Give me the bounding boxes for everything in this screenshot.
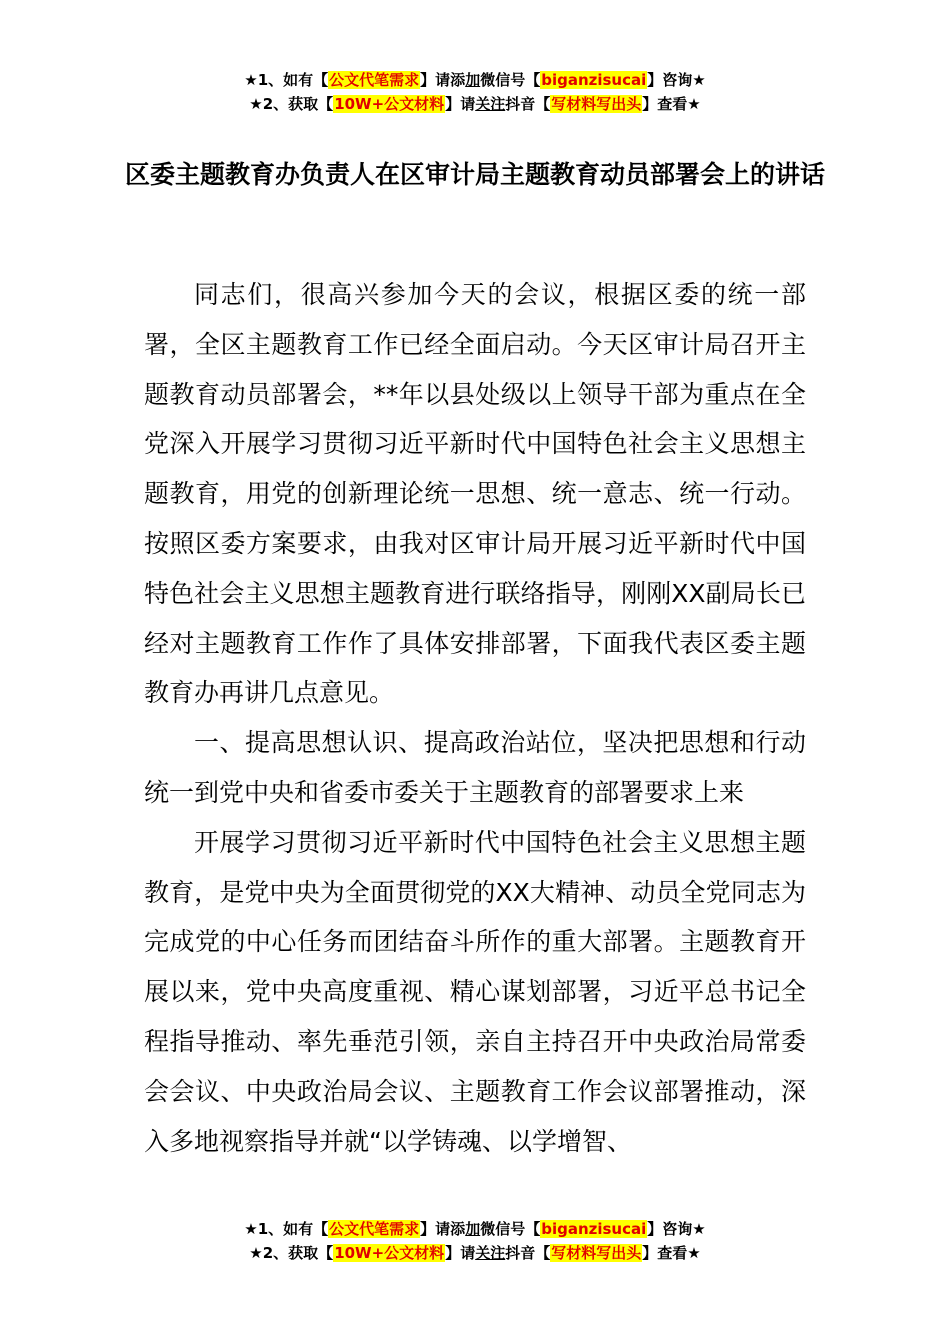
footer-line-2-prefix: ★2、获取【 — [249, 1244, 334, 1262]
footer-line-1-prefix: ★1、如有【 — [244, 1220, 329, 1238]
footer-line-2-highlight-materials: 10W+公文材料 — [334, 1244, 445, 1262]
footer-banner — [0, 1217, 950, 1265]
banner-line-2 — [0, 92, 950, 116]
banner-line-1-highlight-service: 公文代笔需求 — [329, 71, 420, 89]
footer-line-1-text-2: 微信号【 — [480, 1220, 541, 1238]
banner-line-2-prefix: ★2、获取【 — [249, 95, 334, 113]
banner-line-1-text-2: 微信号【 — [480, 71, 541, 89]
banner-line-2-highlight-douyin: 写材料写出头 — [551, 95, 642, 113]
footer-line-2-text: 】请 — [445, 1244, 476, 1262]
banner-line-1-suffix: 】咨询★ — [647, 71, 706, 89]
footer-line-1-underlined: 加 — [465, 1220, 481, 1238]
banner-line-1-highlight-wechat: biganzisucai — [541, 71, 647, 89]
footer-line-2-underlined: 关注 — [475, 1244, 506, 1262]
paragraph-section-1-body: 开展学习贯彻习近平新时代中国特色社会主义思想主题教育，是党中央为全面贯彻党的XX大精神、动员全党同志为完成党的中心任务而团结奋斗所作的重大部署。主题教育开展以来，党中央高度重视、精心谋划部署，习近平总书记全程指导推动、率先垂范引领，亲自主持召开中央政治局常委会会议、中央政治局会议、主题教育工作会议部署推动，深入多地视察指导并就“以学铸魂、以学增智、 — [144, 827, 806, 1156]
footer-banner-line-2 — [0, 1241, 950, 1265]
header-banner — [0, 68, 950, 116]
banner-line-2-suffix: 】查看★ — [642, 95, 701, 113]
banner-line-1-text: 】请添 — [420, 71, 466, 89]
footer-line-2-suffix: 】查看★ — [642, 1244, 701, 1262]
document-body — [144, 270, 806, 1166]
footer-line-1-suffix: 】咨询★ — [647, 1220, 706, 1238]
banner-line-1-prefix: ★1、如有【 — [244, 71, 329, 89]
document-title: 区委主题教育办负责人在区审计局主题教育动员部署会上的讲话 — [124, 160, 825, 189]
paragraph-section-heading-1: 一、提高思想认识、提高政治站位，坚决把思想和行动统一到党中央和省委市委关于主题教育的部署要求上来 — [144, 728, 806, 807]
footer-line-1-text: 】请添 — [420, 1220, 466, 1238]
footer-line-2-highlight-douyin: 写材料写出头 — [551, 1244, 642, 1262]
banner-line-2-highlight-materials: 10W+公文材料 — [334, 95, 445, 113]
paragraph-intro: 同志们，很高兴参加今天的会议，根据区委的统一部署，全区主题教育工作已经全面启动。今天区审计局召开主题教育动员部署会，**年以县处级以上领导干部为重点在全党深入开展学习贯彻习近平新时代中国特色社会主义思想主题教育，用党的创新理论统一思想、统一意志、统一行动。按照区委方案要求，由我对区审计局开展习近平新时代中国特色社会主义思想主题教育进行联络指导，刚刚XX副局长已经对主题教育工作作了具体安排部署，下面我代表区委主题教育办再讲几点意见。 — [144, 280, 806, 708]
banner-line-2-text-2: 抖音【 — [505, 95, 551, 113]
footer-line-2-text-2: 抖音【 — [505, 1244, 551, 1262]
banner-line-1-underlined: 加 — [465, 71, 481, 89]
banner-line-2-text: 】请 — [445, 95, 476, 113]
footer-banner-line-1 — [0, 1217, 950, 1241]
footer-line-1-highlight-service: 公文代笔需求 — [329, 1220, 420, 1238]
banner-line-1 — [0, 68, 950, 92]
banner-line-2-underlined: 关注 — [475, 95, 506, 113]
footer-line-1-highlight-wechat: biganzisucai — [541, 1220, 647, 1238]
